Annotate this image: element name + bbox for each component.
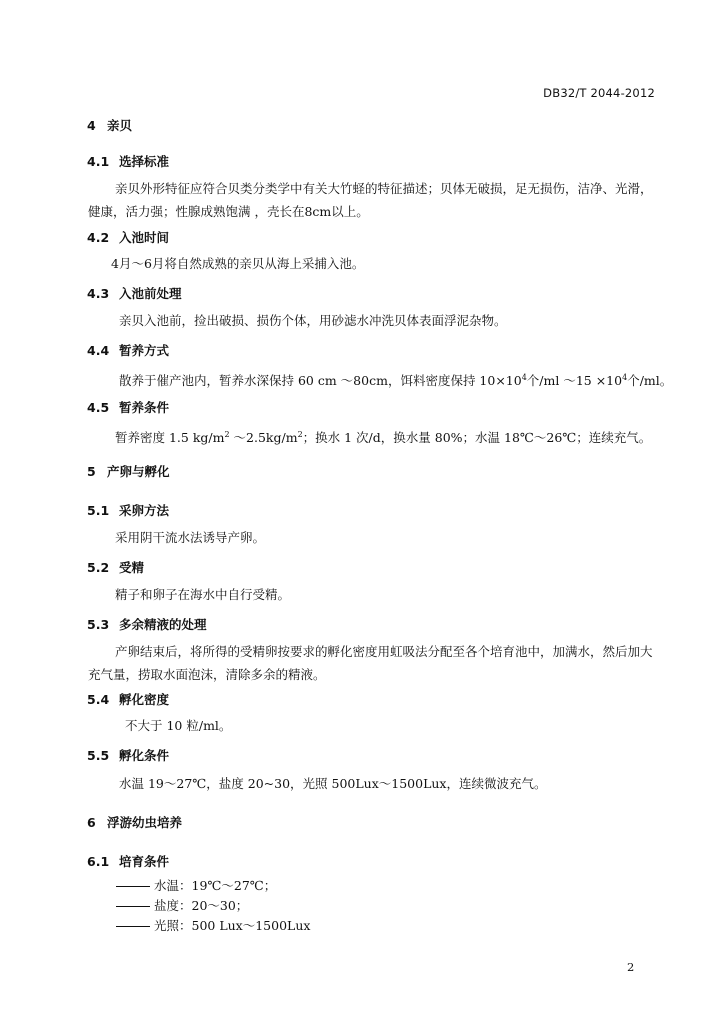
section-number: 6: [87, 815, 96, 830]
section-number: 4.3: [87, 286, 110, 301]
section-heading-5-3: [87, 615, 207, 633]
paragraph-text: 暂养密度 1.5 kg/m: [115, 430, 225, 446]
section-number: 4.5: [87, 400, 110, 415]
section-number: 4.4: [87, 343, 110, 358]
dash-marker: [116, 906, 150, 907]
section-title: 入池前处理: [119, 286, 182, 301]
list-item: [116, 896, 310, 916]
section-heading-6: [87, 813, 182, 831]
paragraph-5-5: 水温 19～27℃，盐度 20~30，光照 500Lux～1500Lux，连续微波充气。: [119, 776, 547, 791]
document-code: DB32/T 2044-2012: [543, 86, 655, 100]
superscript: 2: [224, 430, 230, 439]
section-heading-6-1: [87, 852, 169, 870]
section-number: 5: [87, 464, 96, 479]
paragraph-5-3: [88, 640, 662, 686]
section-heading-4-1: [87, 152, 169, 170]
paragraph-line: 亲贝外形特征应符合贝类分类学中有关大竹蛏的特征描述；贝体无破损，足无损伤，洁净、光滑，: [115, 181, 653, 196]
page-number: 2: [627, 960, 635, 974]
section-title: 亲贝: [107, 118, 133, 133]
section-number: 5.2: [87, 560, 110, 575]
section-title: 产卵与孵化: [107, 464, 170, 479]
section-heading-4-2: [87, 228, 169, 246]
section-number: 4.1: [87, 154, 110, 169]
list-item: [116, 876, 310, 896]
section-heading-5-2: [87, 558, 144, 576]
section-title: 多余精液的处理: [119, 617, 207, 632]
section-heading-5: [87, 462, 170, 480]
paragraph-5-1: 采用阴干流水法诱导产卵。: [115, 530, 266, 545]
paragraph-4-1: [88, 177, 662, 223]
section-heading-5-1: [87, 501, 169, 519]
paragraph-line: 产卵结束后，将所得的受精卵按要求的孵化密度用虹吸法分配至各个培育池中，加满水，然后加大: [115, 644, 653, 659]
section-number: 5.1: [87, 503, 110, 518]
paragraph-4-4: [92, 366, 693, 392]
section-title: 受精: [119, 560, 145, 575]
list-item-text: 盐度：20～30；: [154, 898, 249, 913]
paragraph-text: ；换水 1 次/d，换水量 80%；水温 18℃～26℃；连续充气。: [302, 430, 652, 446]
section-heading-5-5: [87, 746, 169, 764]
paragraph-line: 健康，活力强；性腺成熟饱满 ，壳长在8cm以上。: [88, 204, 369, 219]
section-number: 5.4: [87, 692, 110, 707]
paragraph-4-5: [88, 423, 689, 449]
superscript: 4: [622, 373, 628, 382]
section-title: 采卵方法: [119, 503, 170, 518]
section-number: 4.2: [87, 230, 110, 245]
section-heading-5-4: [87, 690, 169, 708]
paragraph-line: 充气量，捞取水面泡沫，清除多余的精液。: [88, 667, 326, 682]
section-title: 浮游幼虫培养: [107, 815, 183, 830]
section-title: 培育条件: [119, 854, 170, 869]
section-heading-4-5: [87, 398, 169, 416]
section-number: 5.5: [87, 748, 110, 763]
paragraph-text: ～2.5kg/m: [229, 430, 298, 446]
section-number: 6.1: [87, 854, 110, 869]
section-title: 选择标准: [119, 154, 170, 169]
paragraph-text: 个/ml。: [627, 373, 673, 389]
list-item-text: 水温：19℃～27℃；: [154, 878, 277, 893]
section-heading-4-3: [87, 284, 182, 302]
list-item: [116, 916, 310, 936]
section-number: 5.3: [87, 617, 110, 632]
paragraph-text: 散养于催产池内，暂养水深保持 60 cm ～80cm，饵料密度保持 10×10: [119, 373, 522, 389]
section-number: 4: [87, 118, 96, 133]
paragraph-5-2: 精子和卵子在海水中自行受精。: [115, 587, 291, 602]
superscript: 4: [521, 373, 527, 382]
condition-list: [116, 876, 310, 936]
dash-marker: [116, 886, 150, 887]
superscript: 2: [297, 430, 303, 439]
section-title: 孵化密度: [119, 692, 170, 707]
section-title: 入池时间: [119, 230, 170, 245]
dash-marker: [116, 926, 150, 927]
section-title: 暂养方式: [119, 343, 170, 358]
paragraph-4-2: 4月～6月将自然成熟的亲贝从海上采捕入池。: [111, 256, 365, 271]
section-title: 孵化条件: [119, 748, 170, 763]
section-title: 暂养条件: [119, 400, 170, 415]
paragraph-text: 个/ml ～15 ×10: [526, 373, 623, 389]
section-heading-4-4: [87, 341, 169, 359]
list-item-text: 光照：500 Lux～1500Lux: [154, 918, 311, 933]
section-heading-4: [87, 116, 132, 134]
paragraph-5-4: 不大于 10 粒/ml。: [125, 718, 232, 733]
paragraph-4-3: 亲贝入池前，捡出破损、损伤个体，用砂滤水冲洗贝体表面浮泥杂物。: [119, 313, 507, 328]
